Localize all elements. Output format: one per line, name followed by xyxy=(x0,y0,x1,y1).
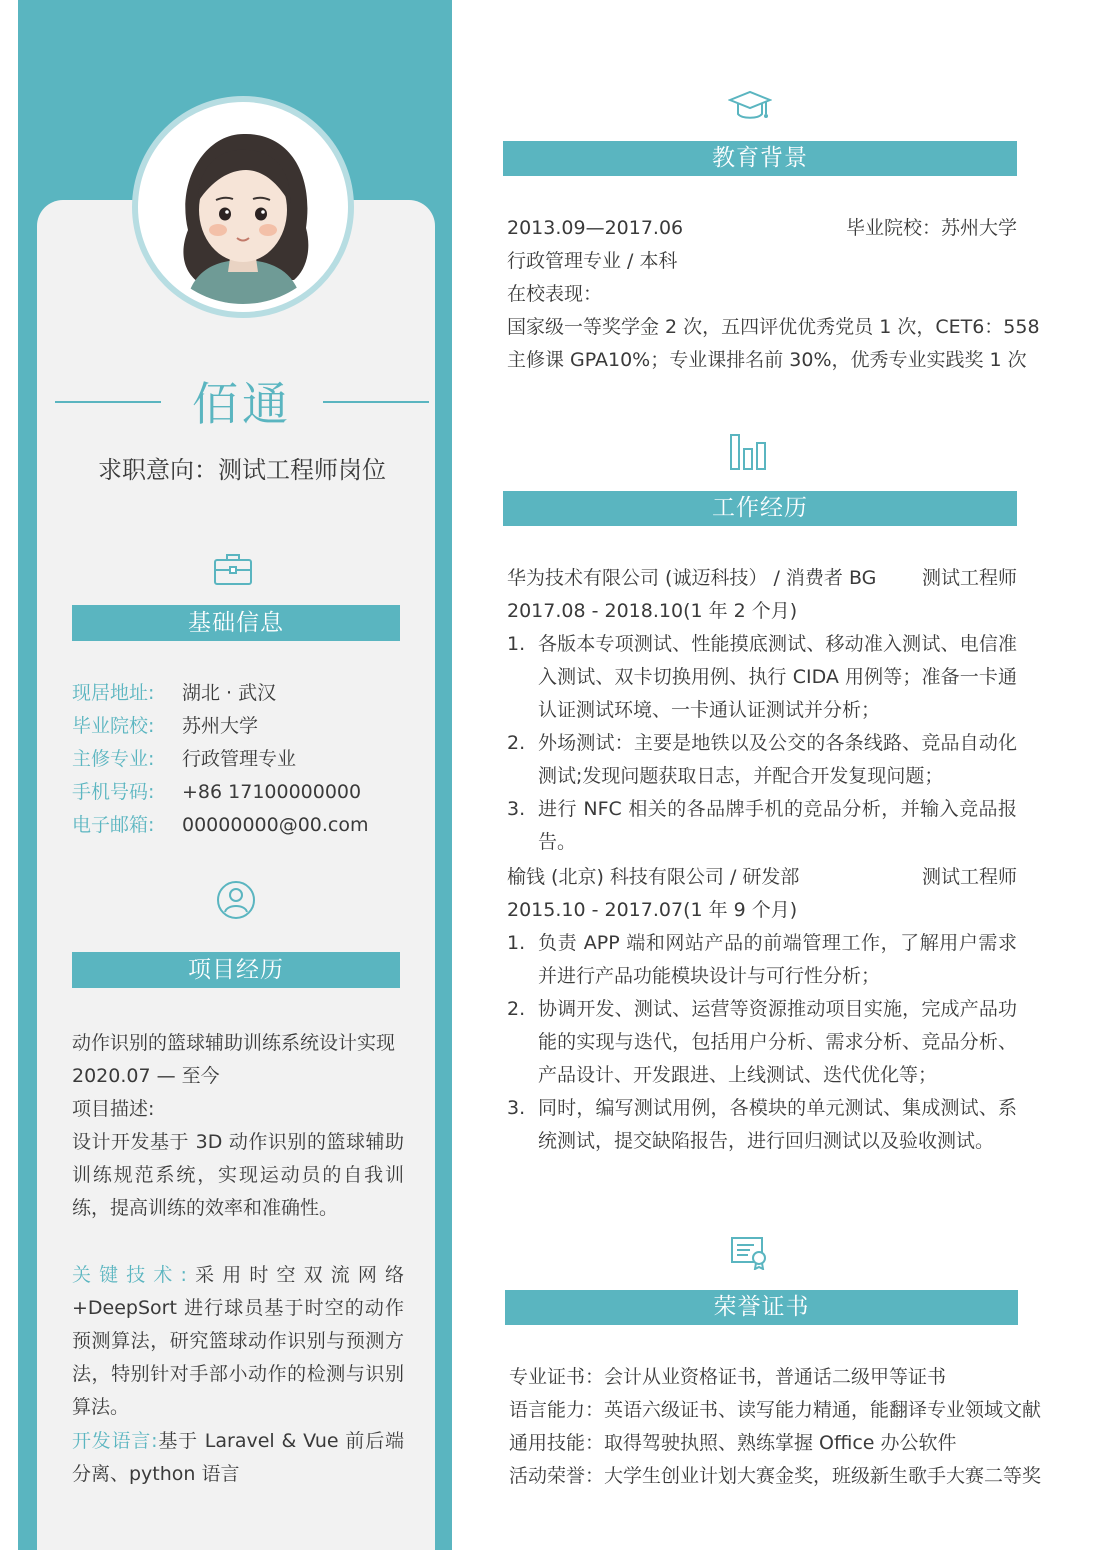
job-2-header xyxy=(507,861,1017,894)
info-school: 毕业院校: 苏州大学 xyxy=(72,715,259,737)
avatar-illustration-icon xyxy=(146,110,340,304)
job-1-company: 华为技术有限公司 (诚迈科技） / 消费者 BG xyxy=(507,567,877,589)
briefcase-icon xyxy=(213,552,253,590)
edu-school: 毕业院校：苏州大学 xyxy=(845,217,1017,239)
info-phone: 手机号码: +86 17100000000 xyxy=(72,781,362,803)
list-item: 2. 外场测试：主要是地铁以及公交的各条线路、竞品自动化测试;发现问题获取日志，并配合开发复现问题； xyxy=(507,732,1017,787)
job-1-role: 测试工程师 xyxy=(921,567,1017,589)
info-address: 现居地址: 湖北 · 武汉 xyxy=(72,682,277,704)
list-item: 1. 各版本专项测试、性能摸底测试、移动准入测试、电信准入测试、双卡切换用例、执行 CIDA 用例等；准备一卡通认证测试环境、一卡通认证测试并分析； xyxy=(507,633,1017,721)
bar-chart-icon xyxy=(728,432,768,476)
list-item: 2. 协调开发、测试、运营等资源推动项目实施，完成产品功能的实现与迭代，包括用户分析、需求分析、竞品分析、产品设计、开发跟进、上线测试、迭代优化等； xyxy=(507,998,1017,1086)
project-lang: 开发语言:基于 Laravel & Vue 前后端分离、python 语言 xyxy=(72,1430,405,1485)
job-2-duties xyxy=(507,927,1017,1158)
project-name: 动作识别的篮球辅助训练系统设计实现 xyxy=(72,1032,396,1054)
job-1-duties xyxy=(507,628,1017,859)
name-row xyxy=(55,368,429,432)
honor-line-2: 语言能力：英语六级证书、读写能力精通，能翻译专业领域文献 xyxy=(509,1399,1042,1421)
list-item: 3. 同时，编写测试用例，各模块的单元测试、集成测试、系统测试，提交缺陷报告，进行回归测试以及验收测试。 xyxy=(507,1097,1017,1152)
candidate-name: 佰通 xyxy=(192,377,292,431)
user-icon xyxy=(216,880,256,924)
info-major: 主修专业: 行政管理专业 xyxy=(72,748,297,770)
job-2-period: 2015.10 - 2017.07(1 年 9 个月) xyxy=(507,899,798,921)
job-2-role: 测试工程师 xyxy=(921,866,1017,888)
edu-major: 行政管理专业 / 本科 xyxy=(507,250,678,272)
edu-period: 2013.09—2017.06 xyxy=(507,217,684,239)
job-1-header xyxy=(507,562,1017,595)
section-title-education: 教育背景 xyxy=(503,141,1017,176)
graduation-cap-icon xyxy=(728,88,772,128)
section-title-work: 工作经历 xyxy=(503,491,1017,526)
certificate-icon xyxy=(730,1236,770,1274)
edu-perf-label: 在校表现： xyxy=(507,283,603,305)
list-item: 3. 进行 NFC 相关的各品牌手机的竞品分析，并输入竞品报告。 xyxy=(507,798,1017,853)
edu-period-row xyxy=(507,212,1017,245)
project-tech: 关键技术:采用时空双流网络+DeepSort 进行球员基于时空的动作预测算法，研究篮球动作识别与预测方法，特别针对手部小动作的检测与识别算法。 xyxy=(72,1264,404,1418)
name-divider-right xyxy=(323,401,429,403)
section-title-honors: 荣誉证书 xyxy=(505,1290,1018,1325)
avatar xyxy=(132,96,354,318)
list-item: 1. 负责 APP 端和网站产品的前端管理工作，了解用户需求并进行产品功能模块设计与可行性分析； xyxy=(507,932,1017,987)
project-period: 2020.07 — 至今 xyxy=(72,1065,220,1087)
job-intent: 求职意向：测试工程师岗位 xyxy=(98,456,386,484)
edu-perf-1: 国家级一等奖学金 2 次，五四评优优秀党员 1 次，CET6：558 xyxy=(507,316,1040,338)
job-1-period: 2017.08 - 2018.10(1 年 2 个月) xyxy=(507,600,798,622)
section-title-basic: 基础信息 xyxy=(72,605,400,641)
job-2-company: 榆钱 (北京) 科技有限公司 / 研发部 xyxy=(507,866,800,888)
honor-line-1: 专业证书：会计从业资格证书，普通话二级甲等证书 xyxy=(509,1366,947,1388)
honor-line-3: 通用技能：取得驾驶执照、熟练掌握 Office 办公软件 xyxy=(509,1432,957,1454)
section-title-project: 项目经历 xyxy=(72,952,400,988)
edu-perf-2: 主修课 GPA10%；专业课排名前 30%，优秀专业实践奖 1 次 xyxy=(507,349,1027,371)
honor-line-4: 活动荣誉：大学生创业计划大赛金奖，班级新生歌手大赛二等奖 xyxy=(509,1465,1042,1487)
info-email: 电子邮箱: 00000000@00.com xyxy=(72,814,369,836)
project-desc-label: 项目描述: xyxy=(72,1098,155,1120)
project-desc: 设计开发基于 3D 动作识别的篮球辅助训练规范系统，实现运动员的自我训练，提高训练的效率和准确性。 xyxy=(72,1131,404,1219)
